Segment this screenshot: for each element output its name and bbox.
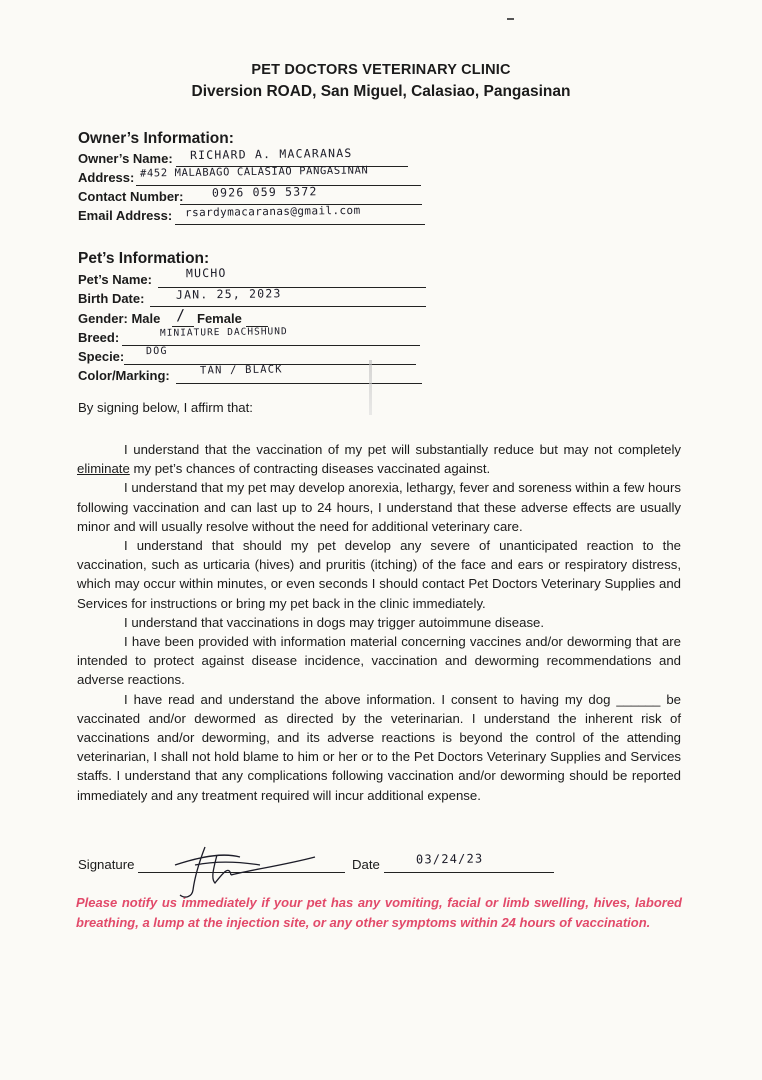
address-value[interactable]: #452 MALABAGO CALASIAO PANGASINAN xyxy=(139,164,369,180)
consent-paragraph-2: I understand that my pet may develop anorexia, lethargy, fever and soreness within a few hours following vaccination and can last up to 24 hours, I understand that these adverse effects are usually minor and will usually resolve without the need for additional veterinary care. xyxy=(77,480,681,534)
scan-smudge xyxy=(369,360,372,415)
specie-label: Specie: xyxy=(78,349,125,364)
birth-date-line xyxy=(150,306,426,307)
signature-label: Signature xyxy=(78,857,135,872)
consent-body xyxy=(77,440,681,805)
consent-paragraph-3: I understand that should my pet develop any severe of unanticipated reaction to the vaccination, such as urticaria (hives) and pruritis (itching) of the face and ears or respiratory distress, which may occur within minutes, or even seconds I should contact Pet Doctors Veterinary Supplies and Services for instructions or bring my pet back in the clinic immediately. xyxy=(77,538,681,611)
contact-value[interactable]: 0926 059 5372 xyxy=(211,184,318,200)
consent-paragraph-6: I have read and understand the above information. I consent to having my dog ______ be vaccinated and/or dewormed as directed by the veterinarian. I understand the inherent risk of vaccinations and/or deworming, and its adverse reactions is beyond the control of the attending veterinarian, I shall not hold blame to him or her or to the Pet Doctors Veterinary Supplies and Services staffs. I understand that any complications following vaccination and/or deworming should be reported immediately and any treatment required will incur additional expense. xyxy=(77,691,681,803)
gender-female-label: Female xyxy=(197,311,242,326)
owner-section-title: Owner’s Information: xyxy=(78,130,234,147)
email-line xyxy=(175,224,425,225)
affirm-intro: By signing below, I affirm that: xyxy=(78,400,253,415)
consent-paragraph-4: I understand that vaccinations in dogs may trigger autoimmune disease. xyxy=(124,614,545,630)
consent-p1-part-c: my pet’s chances of contracting diseases vaccinated against. xyxy=(133,461,491,477)
gender-male-label: Gender: Male xyxy=(78,311,161,326)
owner-name-label: Owner’s Name: xyxy=(78,151,173,166)
consent-paragraph-5: I have been provided with information material concerning vaccines and/or deworming that are intended to protect against disease incidence, vaccination and deworming recommendations and adverse reactions. xyxy=(77,634,681,688)
contact-label: Contact Number: xyxy=(78,189,184,204)
breed-label: Breed: xyxy=(78,330,120,345)
consent-paragraph-1 xyxy=(77,440,681,478)
form-header xyxy=(0,62,762,101)
birth-date-label: Birth Date: xyxy=(78,291,145,306)
date-line xyxy=(384,872,554,873)
color-marking-line xyxy=(176,383,422,384)
consent-p1-underlined: eliminate xyxy=(77,461,130,477)
address-label: Address: xyxy=(78,170,135,185)
clinic-address: Diversion ROAD, San Miguel, Calasiao, Pangasinan xyxy=(191,83,571,100)
owner-name-value[interactable]: RICHARD A. MACARANAS xyxy=(189,145,353,163)
breed-value[interactable]: MINIATURE DACHSHUND xyxy=(159,326,288,339)
email-label: Email Address: xyxy=(78,208,173,223)
color-marking-label: Color/Marking: xyxy=(78,368,170,383)
clinic-name: PET DOCTORS VETERINARY CLINIC xyxy=(251,62,511,78)
email-value[interactable]: rsardymacaranas@gmail.com xyxy=(184,203,361,220)
scan-mark xyxy=(507,18,514,20)
consent-p1-part-a: I understand that the vaccination of my pet will substantially reduce but may not completely xyxy=(124,442,681,457)
gender-male-checkmark[interactable]: / xyxy=(175,305,187,325)
pet-section-title: Pet’s Information: xyxy=(78,250,210,267)
specie-value[interactable]: DOG xyxy=(145,345,168,358)
pet-name-value[interactable]: MUCHO xyxy=(185,265,227,281)
notice-text: Please notify us immediately if your pet has any vomiting, facial or limb swelling, hives, labored breathing, a lump at the injection site, or any other symptoms within 24 hours of vaccination. xyxy=(76,895,682,930)
birth-date-value[interactable]: JAN. 25, 2023 xyxy=(175,286,282,302)
color-marking-value[interactable]: TAN / BLACK xyxy=(199,363,283,377)
date-label: Date xyxy=(352,857,380,872)
pet-name-label: Pet’s Name: xyxy=(78,272,152,287)
date-value[interactable]: 03/24/23 xyxy=(415,851,484,867)
